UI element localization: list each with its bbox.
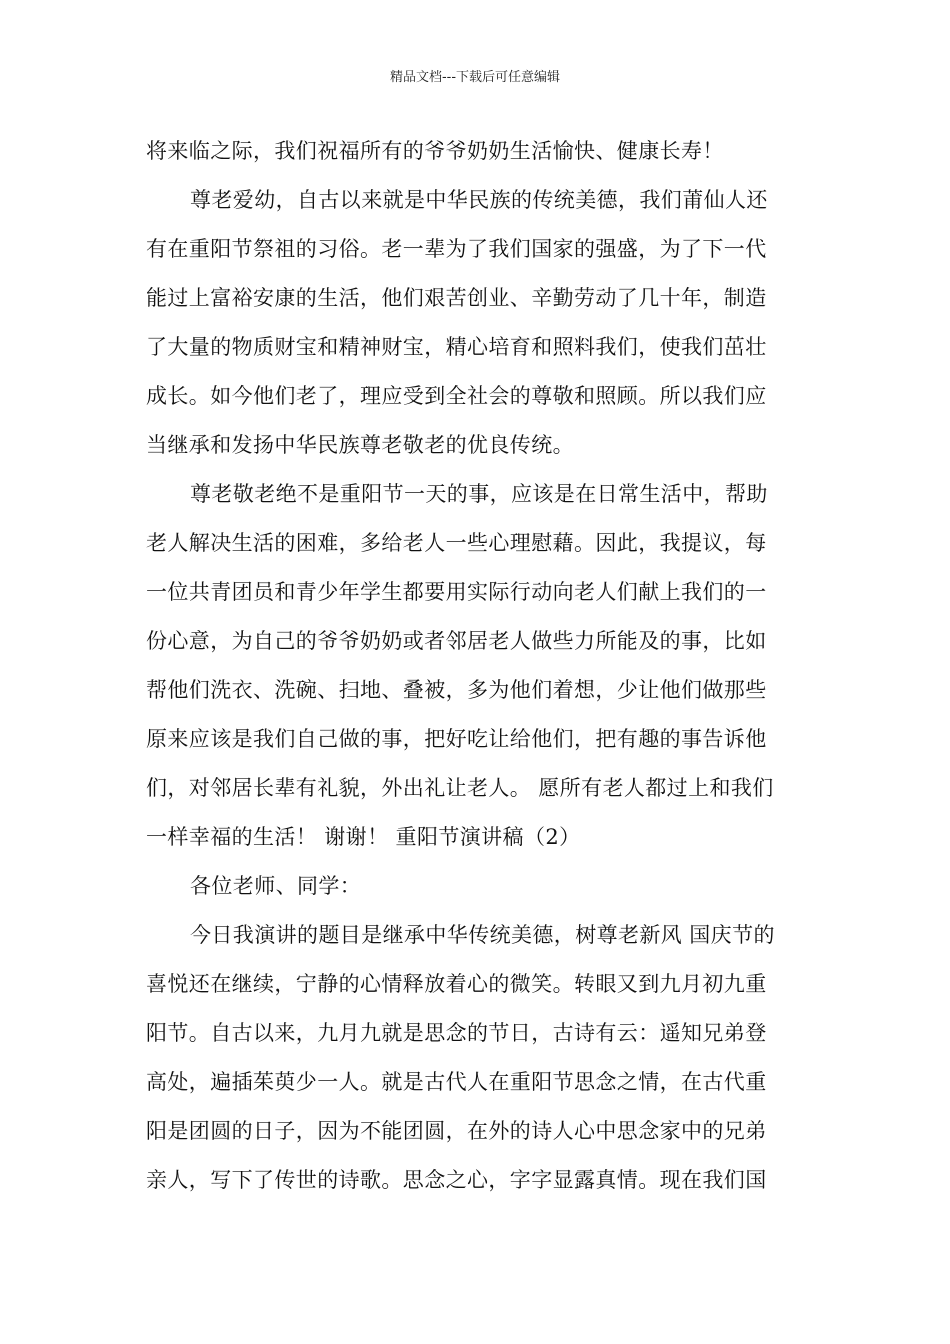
body-line: 帮他们洗衣、洗碗、扫地、叠被，多为他们着想，少让他们做那些 xyxy=(146,678,767,702)
body-line: 原来应该是我们自己做的事，把好吃让给他们，把有趣的事告诉他 xyxy=(146,727,767,751)
body-line: 喜悦还在继续，宁静的心情释放着心的微笑。转眼又到九月初九重 xyxy=(146,972,767,996)
body-line: 将来临之际，我们祝福所有的爷爷奶奶生活愉快、健康长寿！ xyxy=(146,139,724,163)
body-line: 有在重阳节祭祖的习俗。老一辈为了我们国家的强盛，为了下一代 xyxy=(146,237,767,261)
body-line: 阳节。自古以来，九月九就是思念的节日，古诗有云：遥知兄弟登 xyxy=(146,1021,767,1045)
body-line: 们，对邻居长辈有礼貌，外出礼让老人。 愿所有老人都过上和我们 xyxy=(146,776,774,800)
paragraph-first-line: 尊老敬老绝不是重阳节一天的事，应该是在日常生活中，帮助 xyxy=(190,482,768,506)
body-line: 高处，遍插茱萸少一人。就是古代人在重阳节思念之情，在古代重 xyxy=(146,1070,767,1094)
paragraph-first-line: 今日我演讲的题目是继承中华传统美德，树尊老新风 国庆节的 xyxy=(190,923,775,947)
body-line: 了大量的物质财宝和精神财宝，精心培育和照料我们，使我们茁壮 xyxy=(146,335,767,359)
body-line: 一样幸福的生活！ 谢谢！ 重阳节演讲稿（2） xyxy=(146,825,581,849)
body-line: 老人解决生活的困难，多给老人一些心理慰藉。因此，我提议，每 xyxy=(146,531,767,555)
salutation: 各位老师、同学： xyxy=(190,874,362,898)
body-line: 阳是团圆的日子，因为不能团圆，在外的诗人心中思念家中的兄弟 xyxy=(146,1119,767,1143)
body-line: 当继承和发扬中华民族尊老敬老的优良传统。 xyxy=(146,433,574,457)
body-line: 能过上富裕安康的生活，他们艰苦创业、辛勤劳动了几十年，制造 xyxy=(146,286,767,310)
body-line: 亲人，写下了传世的诗歌。思念之心，字字显露真情。现在我们国 xyxy=(146,1168,767,1192)
paragraph-first-line: 尊老爱幼，自古以来就是中华民族的传统美德，我们莆仙人还 xyxy=(190,188,768,212)
body-line: 份心意，为自己的爷爷奶奶或者邻居老人做些力所能及的事，比如 xyxy=(146,629,767,653)
body-line: 一位共青团员和青少年学生都要用实际行动向老人们献上我们的一 xyxy=(146,580,767,604)
body-line: 成长。如今他们老了，理应受到全社会的尊敬和照顾。所以我们应 xyxy=(146,384,767,408)
page-header: 精品文档---下载后可任意编辑 xyxy=(389,70,561,85)
